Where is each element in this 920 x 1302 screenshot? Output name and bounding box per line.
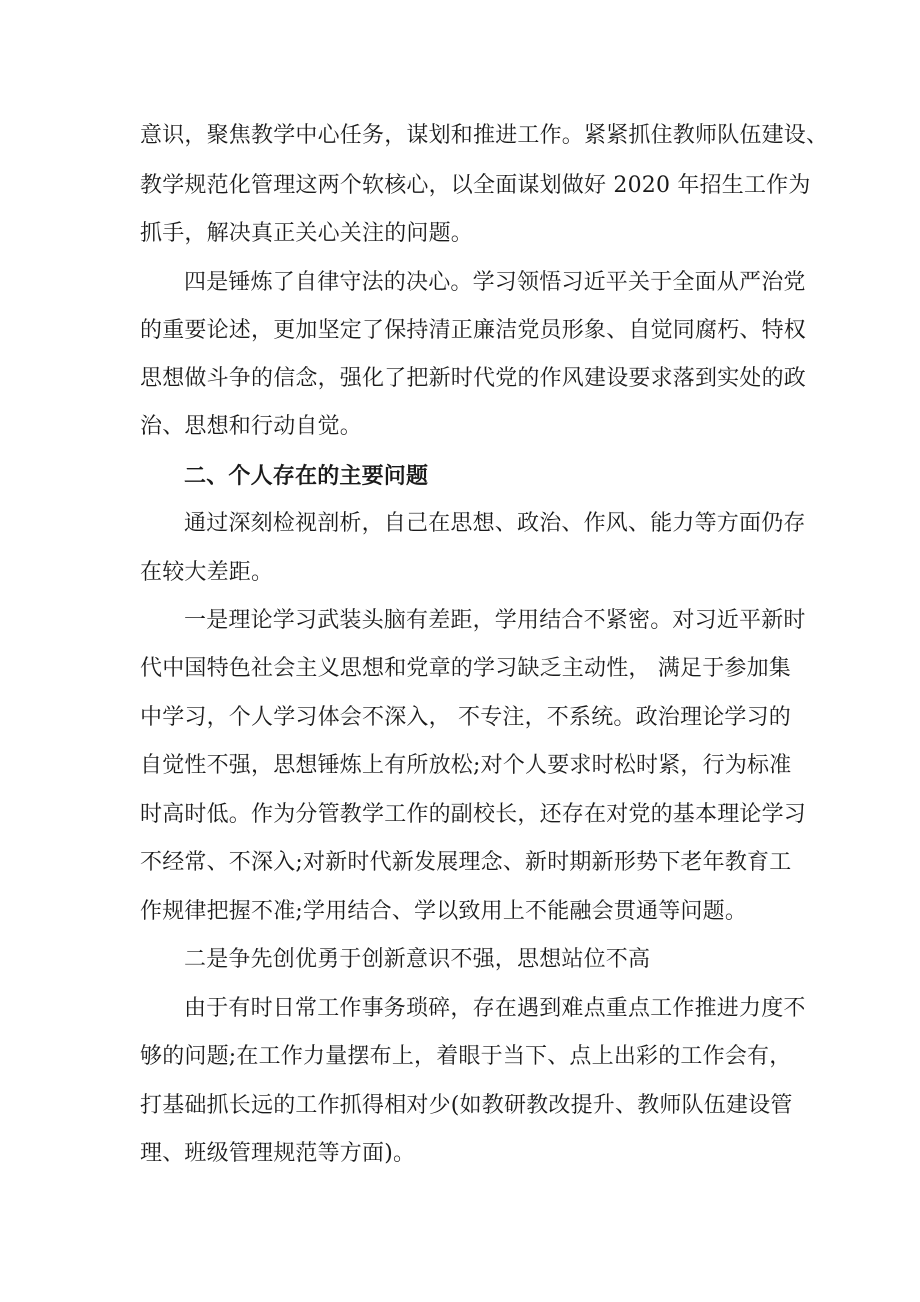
text-line: 打基础抓长远的工作抓得相对少(如教研教改提升、教师队伍建设管: [140, 1093, 793, 1118]
text-line: 作规律把握不准;学用结合、学以致用上不能融会贯通等问题。: [140, 899, 748, 924]
text-line: 四是锤炼了自律守法的决心。学习领悟习近平关于全面从严治党: [184, 270, 806, 295]
text-line: 自觉性不强，思想锤炼上有所放松;对个人要求时松时紧，行为标准: [140, 753, 792, 778]
text-line: 思想做斗争的信念，强化了把新时代党的作风建设要求落到实处的政: [140, 366, 807, 391]
text-line: 够的问题;在工作力量摆布上，着眼于当下、点上出彩的工作会有，: [140, 1044, 792, 1069]
text-line: 二是争先创优勇于创新意识不强，思想站位不高: [184, 947, 651, 972]
text-line: 意识，聚焦教学中心任务，谋划和推进工作。紧紧抓住教师队伍建设、: [140, 123, 829, 148]
text-line: 通过深刻检视剖析，自己在思想、政治、作风、能力等方面仍存: [184, 511, 806, 536]
section-heading: 二、个人存在的主要问题: [184, 463, 429, 489]
text-line: 抓手，解决真正关心关注的问题。: [140, 221, 474, 246]
text-line: 的重要论述，更加坚定了保持清正廉洁党员形象、自觉同腐朽、特权: [140, 318, 807, 343]
text-line: 代中国特色社会主义思想和党章的学习缺乏主动性， 满足于参加集: [140, 656, 791, 681]
text-line: 治、思想和行动自觉。: [140, 414, 363, 439]
text-line: 理、班级管理规范等方面)。: [140, 1141, 416, 1166]
text-line: 一是理论学习武装头脑有差距，学用结合不紧密。对习近平新时: [184, 608, 806, 633]
text-line: 中学习，个人学习体会不深入， 不专注，不系统。政治理论学习的: [140, 705, 791, 730]
text-line: 教学规范化管理这两个软核心，以全面谋划做好 2020 年招生工作为: [140, 173, 811, 198]
text-line: 在较大差距。: [140, 560, 274, 585]
text-line: 不经常、不深入;对新时代新发展理念、新时期新形势下老年教育工: [140, 850, 792, 875]
text-line: 由于有时日常工作事务琐碎，存在遇到难点重点工作推进力度不: [184, 996, 806, 1021]
text-line: 时高时低。作为分管教学工作的副校长，还存在对党的基本理论学习: [140, 802, 807, 827]
